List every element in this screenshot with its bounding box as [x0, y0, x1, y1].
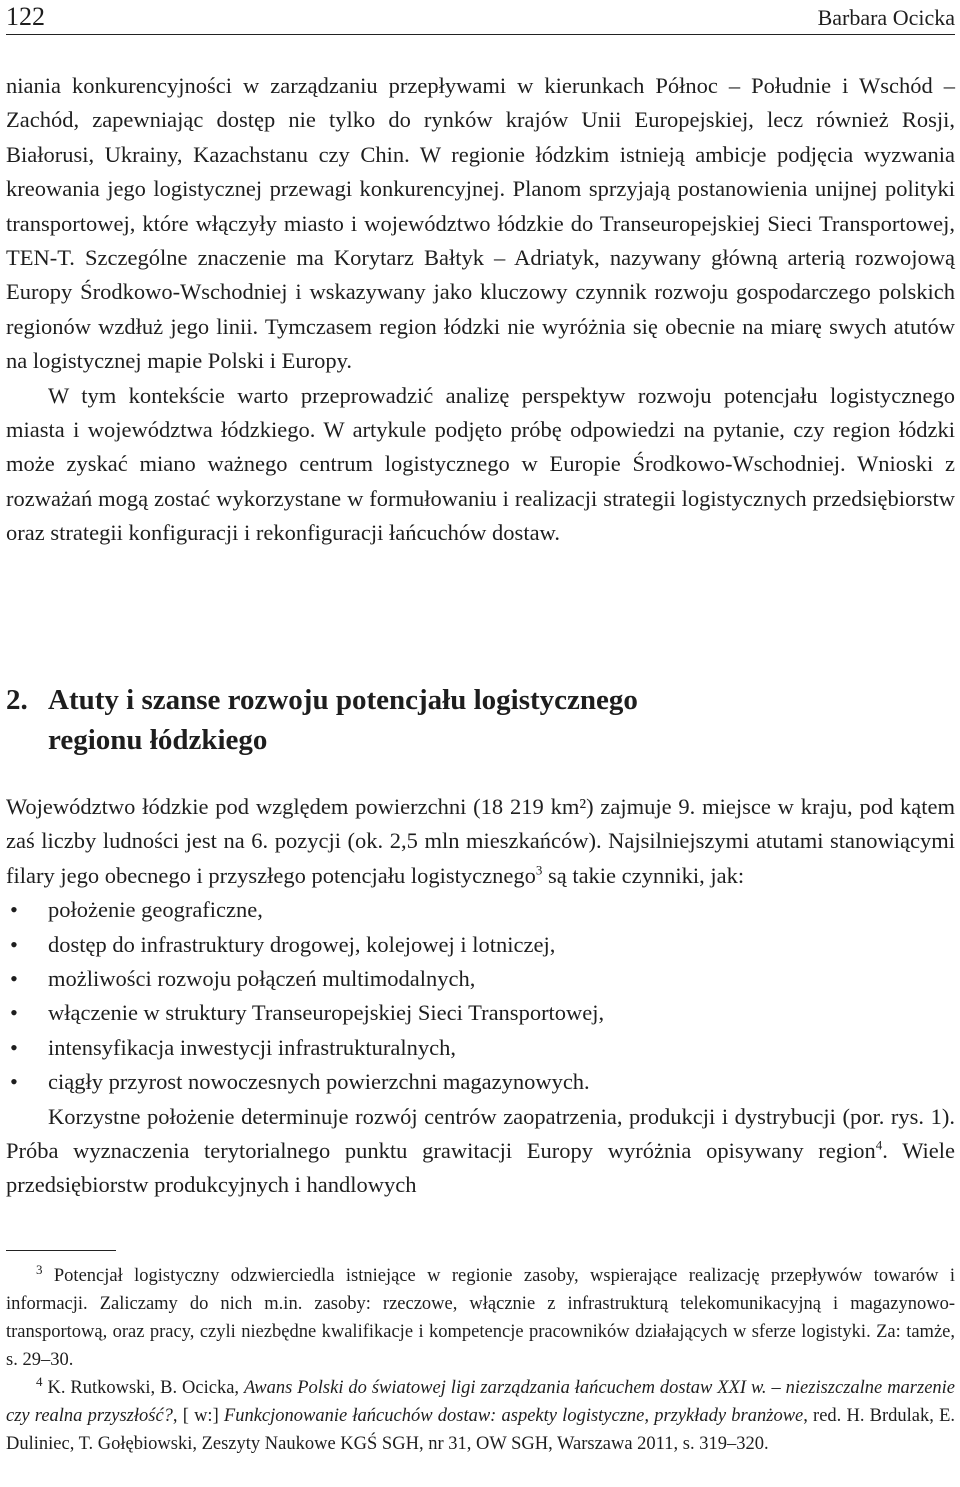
intro-paragraph-2: W tym kontekście warto przeprowadzić analizę perspektyw rozwoju potencjału logistycznego miasta i województwa łódzkiego. W artykule podjęto próbę odpowiedzi na pytanie, czy region łódzki może zyskać miano ważnego centrum logistycznego w Europie Środkowo-Wschodniej. Wnioski z rozważań mogą zostać wykorzystane w formułowaniu i realizacji strategii logistycznych przedsiębiorstw oraz strategii konfiguracji i rekonfiguracji łańcuchów dostaw. — [6, 382, 955, 546]
list-item-text: włączenie w struktury Transeuropejskiej Sieci Transportowej, — [48, 1000, 605, 1026]
bullet-icon: • — [10, 1034, 18, 1060]
footnote-4-details: , red. H. Brdulak, E. Duliniec, T. Gołębiowski, Zeszyty Naukowe KGŚ SGH, nr 31, OW SGH, Warszawa 2011, s. 319–320. — [6, 1406, 955, 1454]
section-paragraph-2-text: Korzystne położenie determinuje rozwój centrów zaopatrzenia, produkcji i dystrybucji (por. rys. 1). Próba wyznaczenia terytorialnego punktu grawitacji Europy wyróżnia opisywany region — [6, 1103, 955, 1164]
section-paragraph-2 — [6, 1100, 955, 1203]
bullet-icon: • — [10, 1069, 18, 1095]
section-paragraph-2-tail: . Wiele przedsiębiorstw produkcyjnych i handlowych — [6, 1138, 956, 1198]
list-item — [6, 928, 955, 962]
bullet-icon: • — [10, 931, 18, 957]
list-item-text: dostęp do infrastruktury drogowej, kolejowej i lotniczej, — [48, 931, 556, 957]
bullet-icon: • — [10, 897, 18, 923]
footnote-4 — [6, 1374, 955, 1458]
page-header — [6, 0, 955, 35]
section-title-line-2: regionu łódzkiego — [48, 724, 268, 756]
section-paragraph-1-text: Województwo łódzkie pod względem powierzchni (18 219 km²) zajmuje 9. miejsce w kraju, pod kątem zaś liczby ludności jest na 6. pozycji (ok. 2,5 mln mieszkańców). Najsilniejszymi atutami stanowiącymi filary jego obecnego i przyszłego potencjału logistycznego — [6, 794, 955, 888]
list-item — [6, 893, 955, 927]
footnote-4-mark: 4 — [36, 1373, 43, 1389]
list-item-text: intensyfikacja inwestycji infrastrukturalnych, — [48, 1034, 456, 1060]
footnote-3-text: Potencjał logistyczny odzwierciedla istniejące w regionie zasoby, wspierające realizację przepływów towarów i informacji. Zaliczamy do nich m.in. zasoby: rzeczowe, włącznie z infrastrukturą telekomunikacyjną i magazynowo-transportową, oraz pracy, czyli niezbędne kwalifikacje i kompetencje pracowników działających w sferze logistyki. Za: tamże, s. 29–30. — [6, 1266, 956, 1370]
list-item-text: możliwości rozwoju połączeń multimodalnych, — [48, 966, 476, 992]
intro-paragraph-1: niania konkurencyjności w zarządzaniu przepływami w kierunkach Północ – Południe i Wschód – Zachód, zapewniając dostęp nie tylko do rynków krajów Unii Europejskiej, lecz również Rosji, Białorusi, Ukrainy, Kazachstanu czy Chin. W regionie łódzkim istnieją ambicje podjęcia wyzwania kreowania jego logistycznej przewagi konkurencyjnej. Planom sprzyjają postanowienia unijnej polityki transportowej, które włączyły miasto i województwo łódzkie do Transeuropejskiej Sieci Transportowej, TEN-T. Szczególne znaczenie ma Korytarz Bałtyk – Adriatyk, nazywany główną arterią rozwojową Europy Środkowo-Wschodniej i wskazywany jako kluczowy czynnik rozwoju gospodarczego polskich regionów wzdłuż jego linii. Tymczasem region łódzki nie wyróżnia się obecnie na miarę swych atutów na logistycznej mapie Polski i Europy. — [6, 73, 955, 374]
section-number: 2. — [6, 684, 28, 716]
footnote-4-authors: K. Rutkowski, B. Ocicka, — [47, 1378, 244, 1398]
footnote-ref-3: 3 — [535, 862, 543, 878]
section-paragraph-1-tail: są takie czynniki, jak: — [542, 862, 745, 888]
section-paragraph-1 — [6, 790, 955, 893]
intro-text — [6, 69, 955, 551]
section-heading — [6, 680, 955, 760]
list-item — [6, 1065, 955, 1099]
footnote-ref-4: 4 — [875, 1137, 883, 1153]
footnote-separator — [6, 1250, 116, 1251]
bullet-icon: • — [10, 1000, 18, 1026]
list-item — [6, 996, 955, 1030]
footnote-4-book-title: Funkcjonowanie łańcuchów dostaw: aspekty logistyczne, przykłady branżowe — [223, 1406, 804, 1426]
footnote-3 — [6, 1262, 955, 1374]
section-title-line-1: Atuty i szanse rozwoju potencjału logistycznego — [48, 684, 638, 716]
footnote-3-mark: 3 — [36, 1261, 43, 1277]
footnote-4-in: , [ w:] — [172, 1406, 224, 1426]
footnotes — [6, 1262, 955, 1458]
page-number: 122 — [6, 2, 45, 31]
bullet-icon: • — [10, 966, 18, 992]
list-item-text: ciągły przyrost nowoczesnych powierzchni magazynowych. — [48, 1069, 590, 1095]
section-body — [6, 790, 955, 1203]
list-item-text: położenie geograficzne, — [48, 897, 263, 923]
footnote-4-title: Awans Polski do światowej ligi zarządzania łańcuchem dostaw XXI w. – nieziszczalne marzenie czy realna przyszłość? — [6, 1378, 956, 1426]
factors-list — [6, 893, 955, 1099]
list-item — [6, 962, 955, 996]
running-header-author: Barbara Ocicka — [817, 5, 955, 30]
list-item — [6, 1031, 955, 1065]
